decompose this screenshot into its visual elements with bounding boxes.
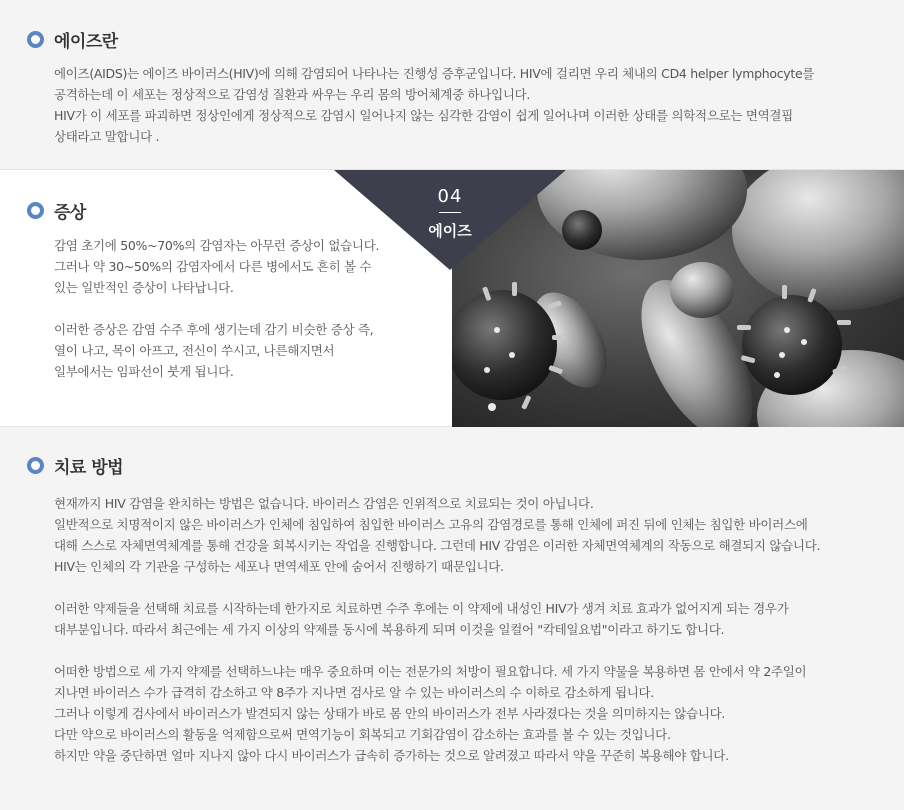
body-line: HIV는 인체의 각 기관을 구성하는 세포나 면역세포 안에 숨어서 진행하기 때문입니다.: [54, 559, 504, 574]
circle-bullet-icon: [27, 457, 44, 474]
body-line: 감염 초기에 50%~70%의 감염자는 아무런 증상이 없습니다.: [54, 238, 380, 253]
body-line: 열이 나고, 목이 아프고, 전신이 쑤시고, 나른해지면서: [54, 343, 335, 358]
section-heading: [27, 198, 86, 223]
circle-bullet-icon: [27, 31, 44, 48]
body-line: 그러나 이렇게 검사에서 바이러스가 발견되지 않는 상태가 바로 몸 안의 바이러스가 전부 사라졌다는 것을 의미하지는 않습니다.: [54, 706, 726, 721]
body-line: 상태라고 말합니다 .: [54, 129, 160, 144]
body-line: 현재까지 HIV 감염을 완치하는 방법은 없습니다. 바이러스 감염은 인위적으로 치료되는 것이 아닙니다.: [54, 496, 594, 511]
section-badge: [334, 170, 566, 270]
body-line: 어떠한 방법으로 세 가지 약제를 선택하느냐는 매우 중요하며 이는 전문가의 처방이 필요합니다. 세 가지 약물을 복용하면 몸 안에서 약 2주일이: [54, 664, 807, 679]
badge-divider: [439, 212, 461, 213]
section-treatment: [0, 427, 904, 810]
section-title: 치료 방법: [54, 458, 124, 478]
body-line: 일부에서는 임파선이 붓게 됩니다.: [54, 364, 234, 379]
body-line: 지나면 바이러스 수가 급격히 감소하고 약 8주가 지나면 검사로 알 수 있는 바이러스의 수 이하로 감소하게 됩니다.: [54, 685, 654, 700]
section-body: [54, 235, 379, 382]
body-line: 다만 약으로 바이러스의 활동을 억제함으로써 면역기능이 회복되고 기회감염이 감소하는 효과를 볼 수 있는 것입니다.: [54, 727, 671, 742]
body-line: 이러한 증상은 감염 수주 후에 생기는데 감기 비슷한 증상 즉,: [54, 322, 374, 337]
section-body: [54, 63, 814, 147]
section-title: 증상: [54, 203, 86, 223]
body-line: 공격하는데 이 세포는 정상적으로 감염성 질환과 싸우는 우리 몸의 방어체계중 하나입니다.: [54, 87, 531, 102]
section-heading: [27, 453, 123, 478]
body-line: 일반적으로 치명적이지 않은 바이러스가 인체에 침입하여 침입한 바이러스 고유의 감염경로를 통해 인체에 퍼진 뒤에 인체는 침입한 바이러스에: [54, 517, 808, 532]
section-title: 에이즈란: [54, 32, 118, 52]
circle-bullet-icon: [27, 202, 44, 219]
section-body: [54, 493, 820, 766]
body-line: HIV가 이 세포를 파괴하면 정상인에게 정상적으로 감염시 일어나지 않는 심각한 감염이 쉽게 일어나며 이러한 상태를 의학적으로는 면역결핍: [54, 108, 793, 123]
body-line: 대해 스스로 자체면역체계를 통해 건강을 회복시키는 작업을 진행합니다. 그런데 HIV 감염은 이러한 자체면역체계의 작동으로 해결되지 않습니다.: [54, 538, 821, 553]
section-heading: [27, 27, 118, 52]
section-symptoms: [0, 170, 904, 427]
badge-title: 에이즈: [428, 222, 472, 240]
section-what-is-aids: [0, 0, 904, 170]
body-line: 있는 일반적인 증상이 나타납니다.: [54, 280, 234, 295]
body-line: 하지만 약을 중단하면 얼마 지나지 않아 다시 바이러스가 급속히 증가하는 것으로 알려졌고 따라서 약을 꾸준히 복용해야 합니다.: [54, 748, 729, 763]
body-line: 이러한 약제들을 선택해 치료를 시작하는데 한가지로 치료하면 수주 후에는 이 약제에 내성인 HIV가 생겨 치료 효과가 없어지게 되는 경우가: [54, 601, 789, 616]
badge-number: 04: [437, 186, 463, 207]
body-line: 에이즈(AIDS)는 에이즈 바이러스(HIV)에 의해 감염되어 나타나는 진행성 증후군입니다. HIV에 걸리면 우리 체내의 CD4 helper lymphocyte를: [54, 66, 815, 81]
body-line: 그러나 약 30~50%의 감염자에서 다른 병에서도 흔히 볼 수: [54, 259, 372, 274]
body-line: 대부분입니다. 따라서 최근에는 세 가지 이상의 약제를 동시에 복용하게 되며 이것을 일컬어 "칵테일요법"이라고 하기도 합니다.: [54, 622, 725, 637]
